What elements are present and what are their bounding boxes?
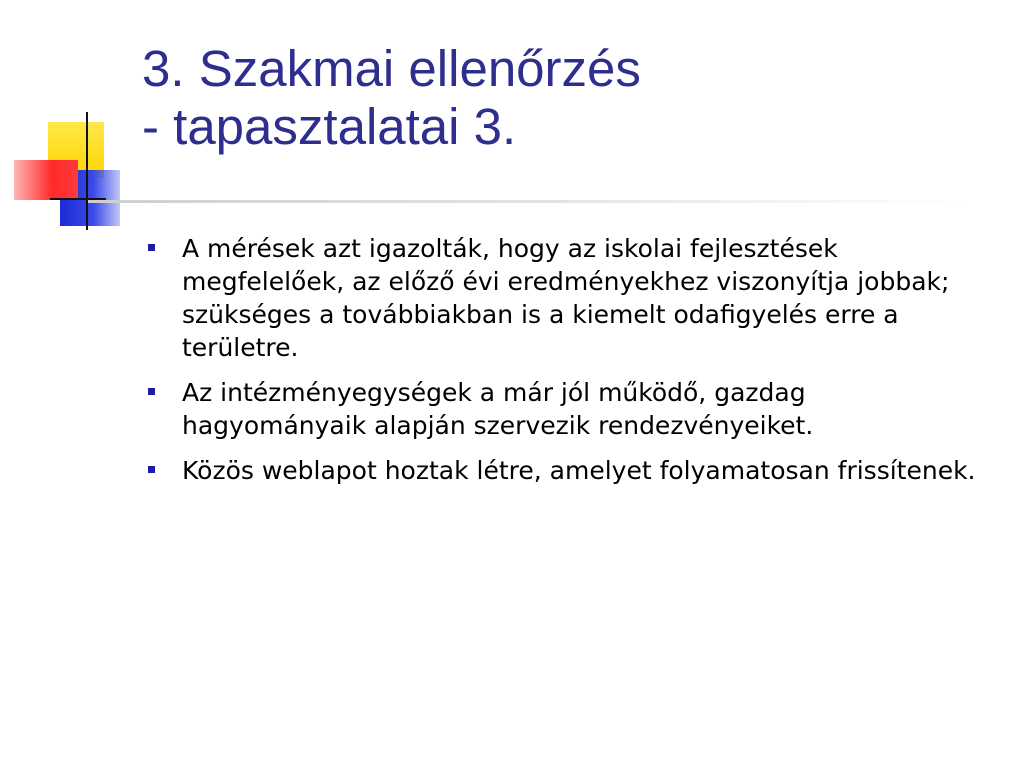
slide-title bbox=[142, 40, 962, 156]
bullet-list bbox=[148, 232, 978, 499]
bullet-text: Az intézményegységek a már jól működő, gazdag hagyományaik alapján szervezik rendezvényeiket. bbox=[182, 378, 814, 440]
slide-title-line-1: 3. Szakmai ellenőrzés bbox=[142, 40, 641, 97]
vertical-line-shape bbox=[86, 112, 88, 230]
square-bullet-icon bbox=[148, 244, 155, 251]
bullet-item bbox=[148, 454, 978, 487]
bullet-text: Közös weblapot hoztak létre, amelyet folyamatosan frissítenek. bbox=[182, 456, 976, 485]
bullet-text: A mérések azt igazolták, hogy az iskolai fejlesztések megfelelőek, az előző évi eredményekhez viszonyítja jobbak; szükséges a továbbiakban is a kiemelt odafigyelés erre a területre. bbox=[182, 234, 950, 362]
bullet-item bbox=[148, 232, 978, 364]
square-bullet-icon bbox=[148, 466, 155, 473]
bullet-item bbox=[148, 376, 978, 442]
red-square-shape bbox=[14, 160, 78, 200]
decorative-squares-logo bbox=[0, 0, 150, 240]
title-divider bbox=[88, 200, 968, 203]
slide-title-line-2: - tapasztalatai 3. bbox=[142, 98, 517, 155]
square-bullet-icon bbox=[148, 388, 155, 395]
